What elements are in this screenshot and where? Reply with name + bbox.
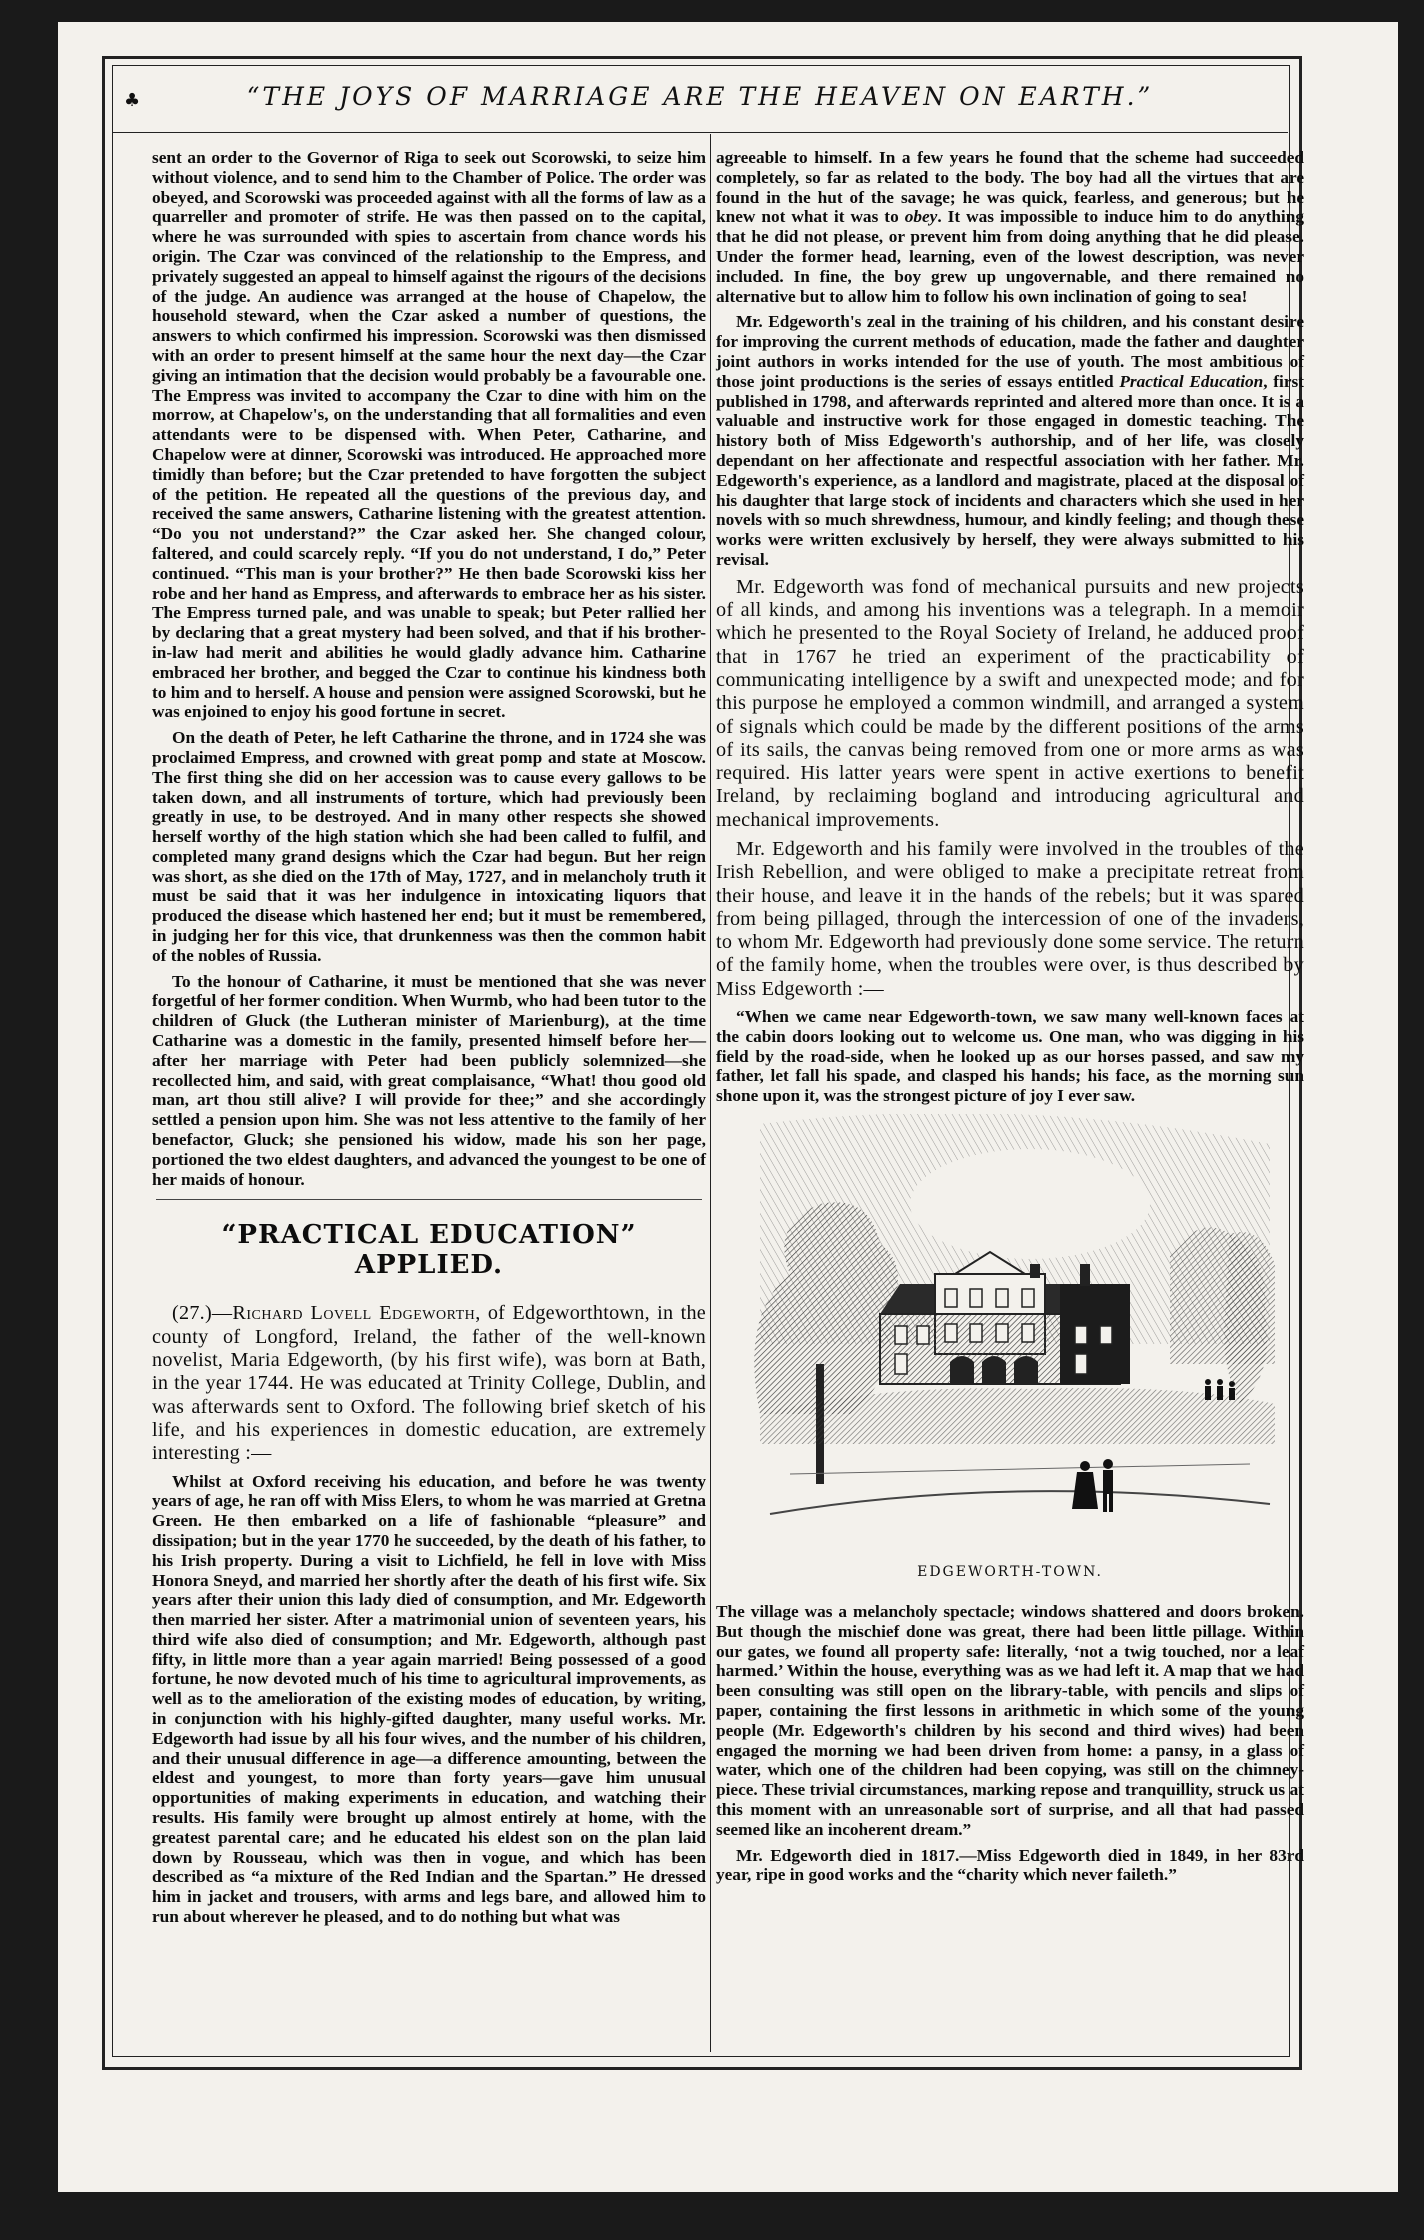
running-head-title: “THE JOYS OF MARRIAGE ARE THE HEAVEN ON EARTH.” (246, 82, 1154, 111)
biography-continued-text-2: . It was impossible to induce him to do anything that he did not please, or prevent him from doing anything that he did please. Under the former head, learning, even of the lowest description, was never included. In fine, the boy grew up ungovernable, and there remained no alternative but to allow him to follow his own inclination of going to sea! (716, 207, 1304, 306)
catharine-paragraph-3: To the honour of Catharine, it must be mentioned that she was never forgetful of her former condition. When Wurmb, who had been tutor to the children of Gluck (the Lutheran minister of Marienburg), at the time Catharine was a domestic in the family, presented himself before her—after her marriage with Peter had been publicly solemnized—she recollected him, and said, with great complaisance, “What! thou good old man, art thou still alive? I will provide for thee;” and she accordingly settled a pension upon him. She was not less attentive to the family of her benefactor, Gluck; she pensioned his widow, made his son her page, portioned the two eldest daughters, and advanced the youngest to be one of her maids of honour. (152, 971, 706, 1189)
joint-authorship-text: Mr. Edgeworth's zeal in the training of his children, and his constant desire for improving the current methods of education, made the father and daughter joint authors in works intended for the use of youth. The most ambitious of those joint productions is the series of essays entitled (716, 312, 1304, 391)
house-arches (950, 1356, 1038, 1384)
return-quote: “When we came near Edgeworth-town, we saw many well-known faces at the cabin doors looking out to welcome us. One man, who was digging in his field by the road-side, when he looked up as our horses passed, and saw my father, let fall his spade, and clasped his hands; his face, as the morning sun shone upon it, was the strongest picture of joy I ever saw. (716, 1007, 1304, 1106)
column-divider (710, 134, 711, 2052)
engraving-illustration (730, 1114, 1290, 1554)
catharine-paragraph-2: On the death of Peter, he left Catharine the throne, and in 1724 she was proclaimed Empress, and crowned with great pomp and state at Moscow. The first thing she did on her accession was to cause every gallows to be taken down, and all instruments of torture, which had previously been greatly in use, to be destroyed. And in many other respects she showed herself worthy of the high station which she had been called to fulfil, and completed many grand designs which the Czar had begun. But her reign was short, as she died on the 17th of May, 1727, and in melancholy truth it must be said that it was her indulgence in intoxicating liquors that produced the disease which hastened her end; but it must be remembered, in judging her for this vice, that drunkenness was then the common habit of the nobles of Russia. (152, 728, 706, 965)
printer-mark-icon: ♣ (124, 90, 141, 111)
right-column (716, 148, 1304, 1891)
telegraph-paragraph: Mr. Edgeworth was fond of mechanical pursuits and new projects of all kinds, and among his inventions was a telegraph. In a memoir which he presented to the Royal Society of Ireland, he adduced proof that in 1767 he tried an experiment of the practicability of communicating intelligence by a swift and unexpected mode; and for this purpose he employed a common windmill, and arranged a system of signals which could be made by the different positions of the arms of its sails, the canvas being removed from one or more arms as was required. His latter years were spent in active exertions to benefit Ireland, by reclaiming bogland and introducing agricultural and mechanical improvements. (716, 575, 1304, 831)
biography-continued-text: agreeable to himself. In a few years he found that the scheme had succeeded completely, so far as related to the body. The boy had all the virtues that are found in the hut of the savage; he was quick, fearless, and generous; but he knew not what it was to (716, 148, 1304, 227)
village-quote: The village was a melancholy spectacle; windows shattered and doors broken. But though the mischief done was great, there had been little pillage. Within our gates, we found all property safe: literally, ‘not a twig touched, nor a leaf harmed.’ Within the house, everything was as we had left it. A map that we had been consulting was still open on the library-table, with pencils and slips of paper, containing the first lessons in arithmetic in which some of the young people (Mr. Edgeworth's children by his second and third wives) had been engaged the morning we had been driven from home: a pansy, in a glass of water, which one of the children had been copying, was still on the chimney-piece. These trivial circumstances, marking repose and tranquillity, struck us at this moment with an unreasonable sort of surprise, and all that had passed seemed like an incoherent dream.” (716, 1602, 1304, 1839)
entry-number: (27.)— (172, 1302, 233, 1325)
joint-authorship-text-2: , first published in 1798, and afterwards reprinted and altered more than once. It is a valuable and instructive work for those engaged in domestic teaching. The history both of Miss Edgeworth's authorship, and of her life, was closely dependant on her affectionate and respectful association with her father. Mr. Edgeworth's experience, as a landlord and magistrate, placed at the disposal of his daughter that large stock of incidents and characters which she used in her novels with so much shrewdness, humour, and kindly feeling; and though these works were written exclusively by herself, they were always submitted to his revisal. (716, 371, 1304, 569)
cloud (910, 1149, 1150, 1259)
closing-paragraph: Mr. Edgeworth died in 1817.—Miss Edgeworth died in 1849, in her 83rd year, ripe in good works and the “charity which never faileth.” (716, 1845, 1304, 1885)
section-rule (156, 1199, 702, 1200)
edgeworth-intro (152, 1302, 706, 1465)
section-title: “PRACTICAL EDUCATION” APPLIED. (221, 1220, 637, 1281)
entry-name: Richard Lovell Edgeworth (232, 1302, 476, 1325)
catharine-paragraph-1: sent an order to the Governor of Riga to seek out Scorowski, to seize him without violence, and to send him to the Chamber of Police. The order was obeyed, and Scorowski was proceeded against with all the forms of law as a quarreller and promoter of strife. He was then passed on to the capital, where he was surrounded with spies to ascertain from chance words his origin. The Czar was convinced of the relationship to the Empress, and privately suggested an appeal to himself against the rigours of the decisions of the judge. An audience was arranged at the house of Chapelow, the household steward, when the Czar asked a number of questions, the answers to which confirmed his impression. Scorowski was then dismissed with an order to present himself at the same hour the next day—the Czar giving an intimation that the decision would probably be a favourable one. The Empress was invited to accompany the Czar to dine with him on the morrow, at Chapelow's, on the understanding that all formalities and even attendants were to be dispensed with. When Peter, Catharine, and Chapelow were at dinner, Scorowski was introduced. He approached more timidly than before; but the Czar pretended to have forgotten the subject of the petition. He repeated all the questions of the previous day, and received the same answers, Catharine listening with the greatest attention. “Do you not understand?” the Czar asked her. She changed colour, faltered, and could scarcely reply. “If you do not understand, I do,” Peter continued. “This man is your brother?” He then bade Scorowski kiss her robe and her hand as Empress, and afterwards to embrace her as his sister. The Empress turned pale, and was unable to speak; but Peter rallied her by declaring that a great mystery had been solved, and that if his brother-in-law had merit and abilities he would gladly advance him. Catharine embraced her brother, and begged the Czar to continue his kindness both to him and to herself. A house and pension were assigned Scorowski, but he was enjoined to enjoy his good fortune in secret. (152, 148, 706, 722)
figure-caption: EDGEWORTH-TOWN. (917, 1564, 1103, 1581)
emphasis-obey: obey (904, 207, 938, 227)
running-head (112, 68, 1288, 133)
rebellion-paragraph: Mr. Edgeworth and his family were involved in the troubles of the Irish Rebellion, and were obliged to make a precipitate retreat from their house, and leave it in the hands of the rebels; but it was spared from being pillaged, through the intercession of one of the invaders, to whom Mr. Edgeworth had previously done some service. The return of the family home, when the troubles were over, is thus described by Miss Edgeworth :— (716, 838, 1304, 1000)
biography-continued (716, 148, 1304, 306)
house-wing (1060, 1284, 1130, 1384)
path-line (770, 1491, 1270, 1514)
book-title-practical-education: Practical Education (1119, 371, 1264, 391)
joint-authorship-paragraph (716, 312, 1304, 569)
entry-intro-text: , of Edgeworthtown, in the county of Longford, Ireland, the father of the well-known novelist, Maria Edgeworth, (by his first wife), was born at Bath, in the year 1744. He was educated at Trinity College, Dublin, and was afterwards sent to Oxford. The following brief sketch of his life, and his experiences in domestic education, are extremely interesting :— (152, 1302, 706, 1465)
edgeworth-biography: Whilst at Oxford receiving his education, and before he was twenty years of age, he ran off with Miss Elers, to whom he was married at Gretna Green. He then embarked on a life of fashionable “pleasure” and dissipation; but in the year 1770 he succeeded, by the death of his father, to his Irish property. During a visit to Lichfield, he fell in love with Miss Honora Sneyd, and married her shortly after the death of his first wife. Six years after their union this lady died of consumption, and Mr. Edgeworth then married her sister. After a matrimonial union of seventeen years, his third wife also died of consumption; and Mr. Edgeworth, although past fifty, in little more than a year again married! Being possessed of a good fortune, he now devoted much of his time to agricultural improvements, as well as to the amelioration of the existing modes of education, by writing, in conjunction with his highly-gifted daughter, many useful works. Mr. Edgeworth had issue by all his four wives, and the number of his children, and their unusual difference in age—a difference amounting, between the eldest and youngest, to more than forty years—gave him unusual opportunities of making experiments in education, and watching their results. His family were brought up almost entirely at home, with the greatest parental care; and he educated his eldest son on the plan laid down by Rousseau, which was then in vogue, and which has been described as “a mixture of the Red Indian and the Spartan.” He dressed him in jacket and trousers, with arms and legs bare, and allowed him to run about wherever he pleased, and to do nothing but what was (152, 1471, 706, 1927)
left-column (152, 148, 706, 1933)
edgeworth-town-engraving (730, 1114, 1290, 1554)
